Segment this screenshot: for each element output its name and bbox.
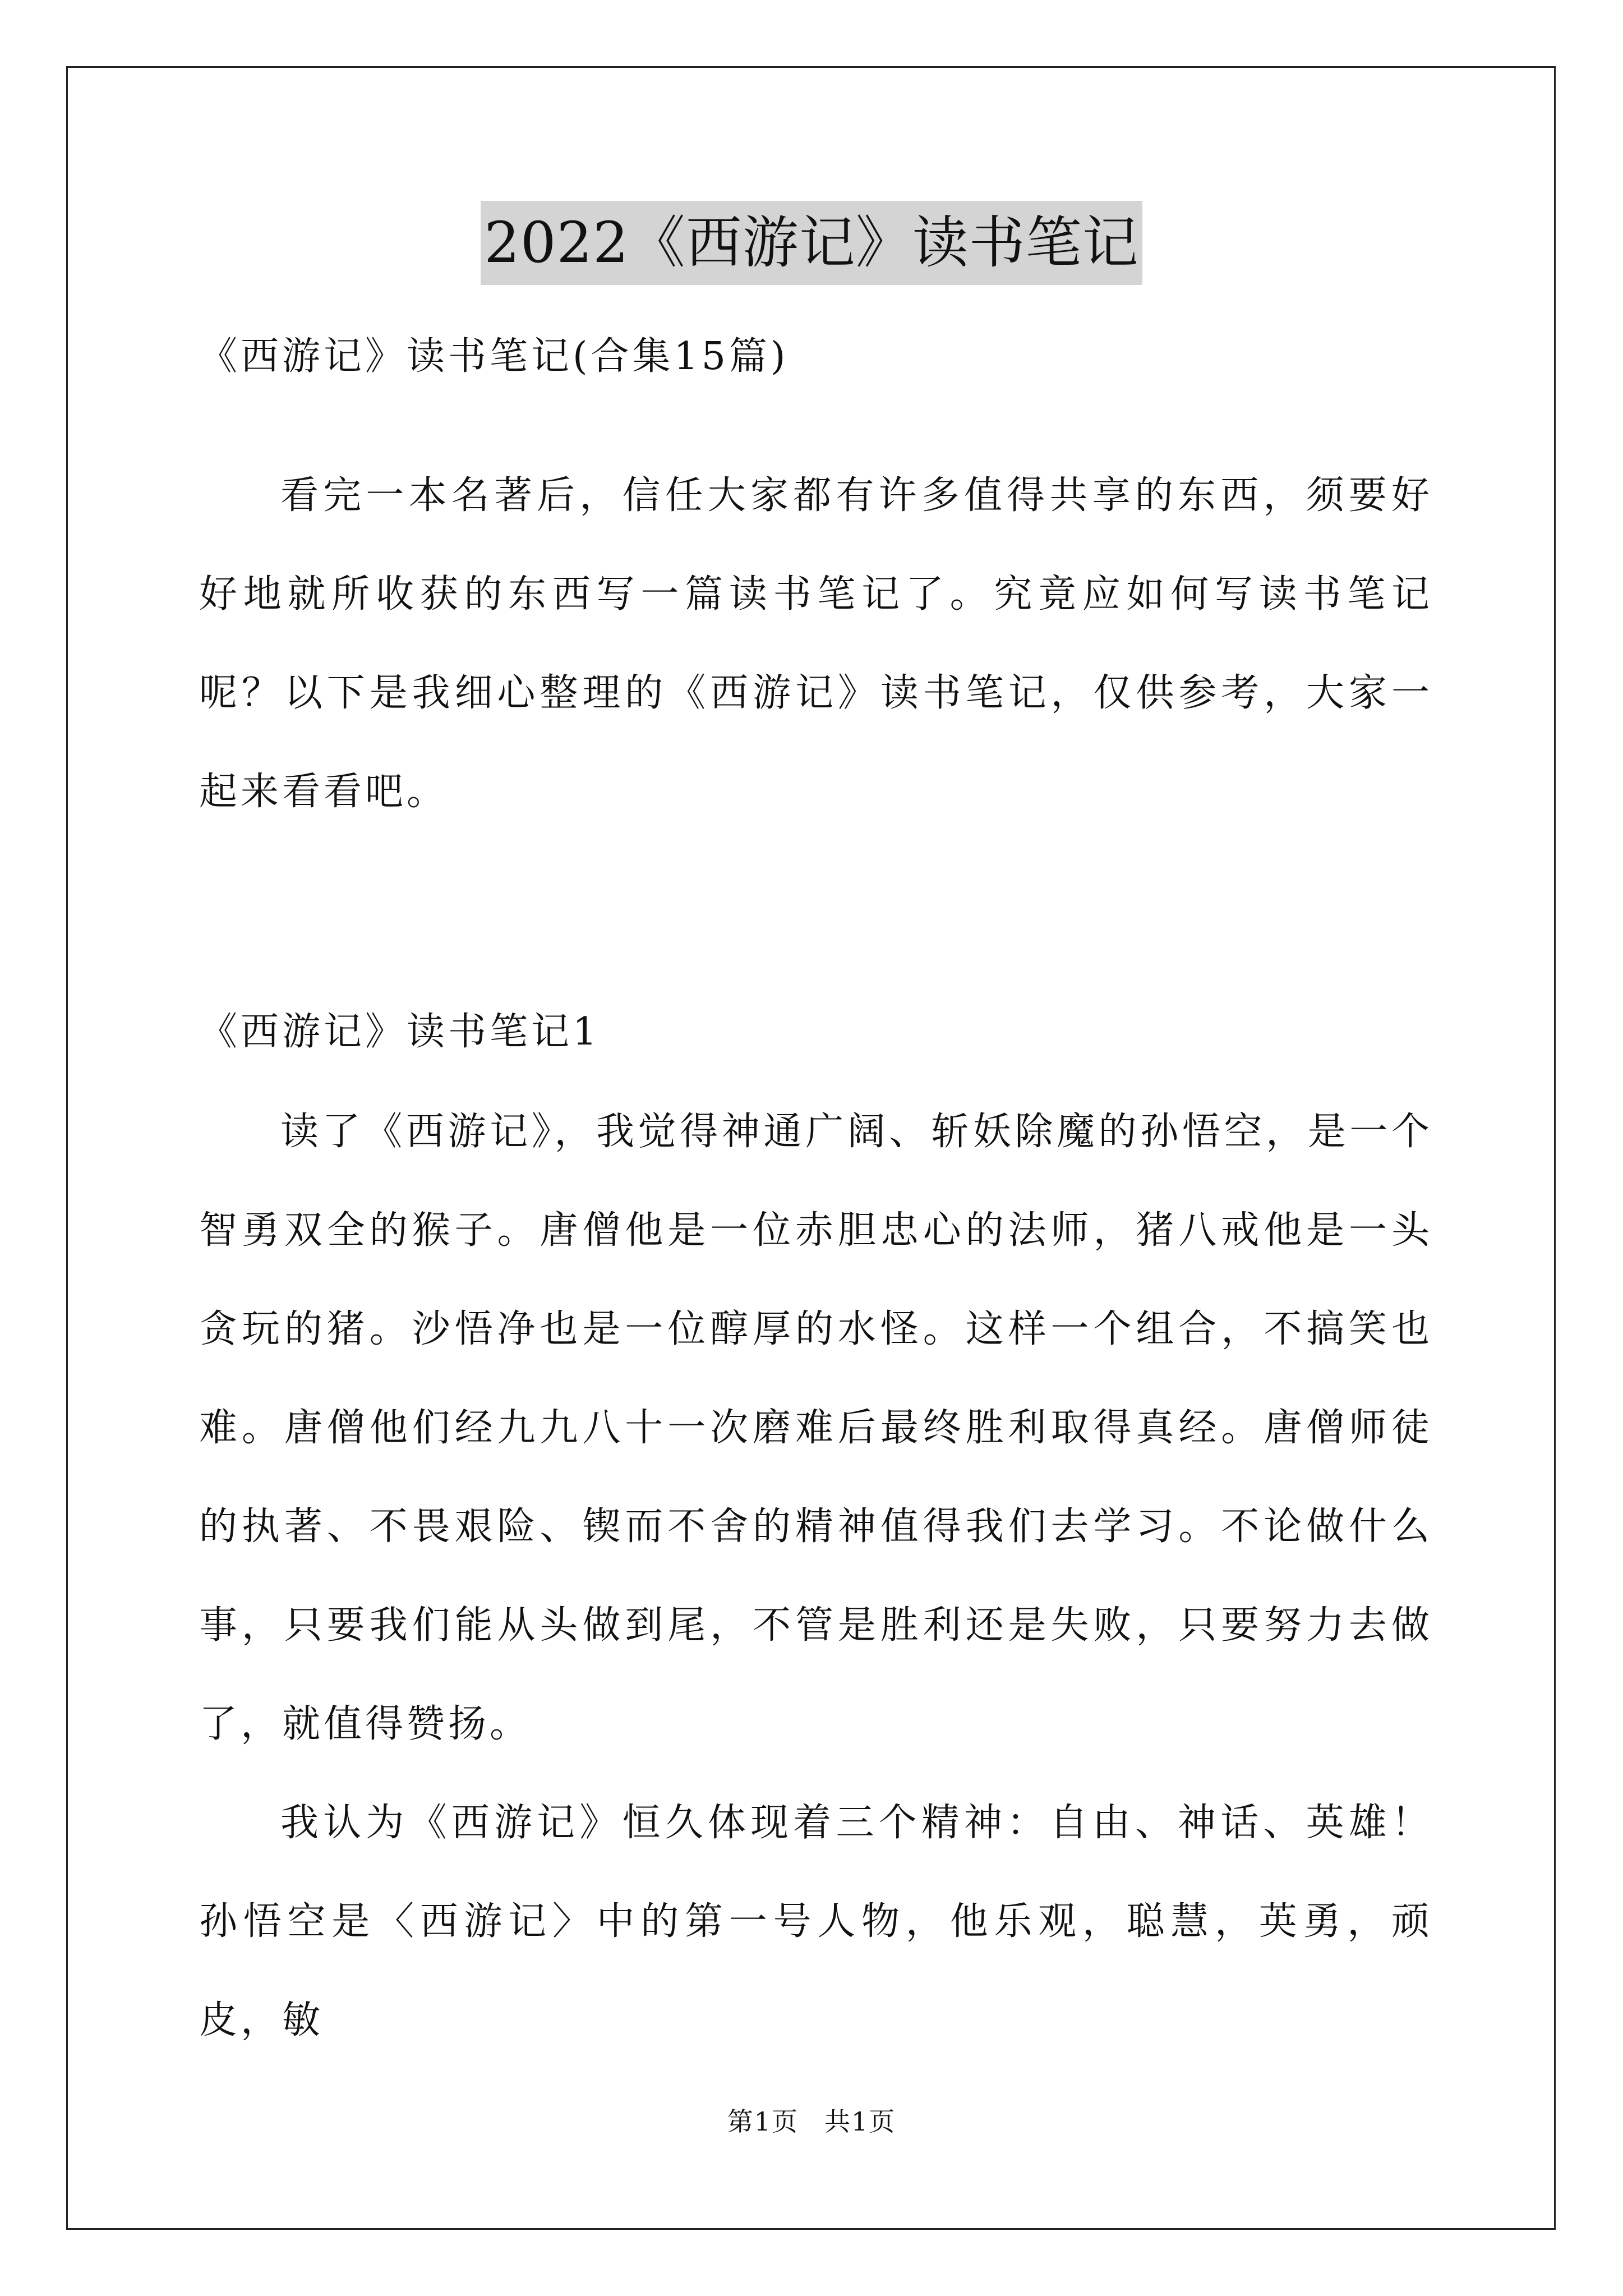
document-title: 2022《西游记》读书笔记 [481, 201, 1142, 285]
section-body [199, 1083, 1433, 2070]
title-container [0, 201, 1623, 285]
body-paragraph: 读了《西游记》，我觉得神通广阔、斩妖除魔的孙悟空，是一个智勇双全的猴子。唐僧他是一位赤胆忠心的法师，猪八戒他是一头贪玩的猪。沙悟净也是一位醇厚的水怪。这样一个组合，不搞笑也难。唐僧他们经九九八十一次磨难后最终胜利取得真经。唐僧师徒的执著、不畏艰险、锲而不舍的精神值得我们去学习。不论做什么事，只要我们能从头做到尾，不管是胜利还是失败，只要努力去做了，就值得赞扬。 [199, 1110, 1433, 1746]
intro-paragraph: 看完一本名著后，信任大家都有许多值得共享的东西，须要好好地就所收获的东西写一篇读书笔记了。究竟应如何写读书笔记呢？以下是我细心整理的《西游记》读书笔记，仅供参考，大家一起来看看吧。 [199, 473, 1433, 814]
intro-section [199, 447, 1433, 841]
page-number: 第1页 [727, 2106, 799, 2137]
body-paragraph: 我认为《西游记》恒久体现着三个精神：自由、神话、英雄！孙悟空是〈西游记〉中的第一号人物，他乐观，聪慧，英勇，顽皮，敏 [199, 1801, 1433, 2042]
page-total: 共1页 [824, 2106, 896, 2137]
section-heading: 《西游记》读书笔记1 [199, 1010, 601, 1054]
page-footer [0, 2105, 1623, 2138]
document-subtitle: 《西游记》读书笔记(合集15篇) [199, 334, 789, 379]
